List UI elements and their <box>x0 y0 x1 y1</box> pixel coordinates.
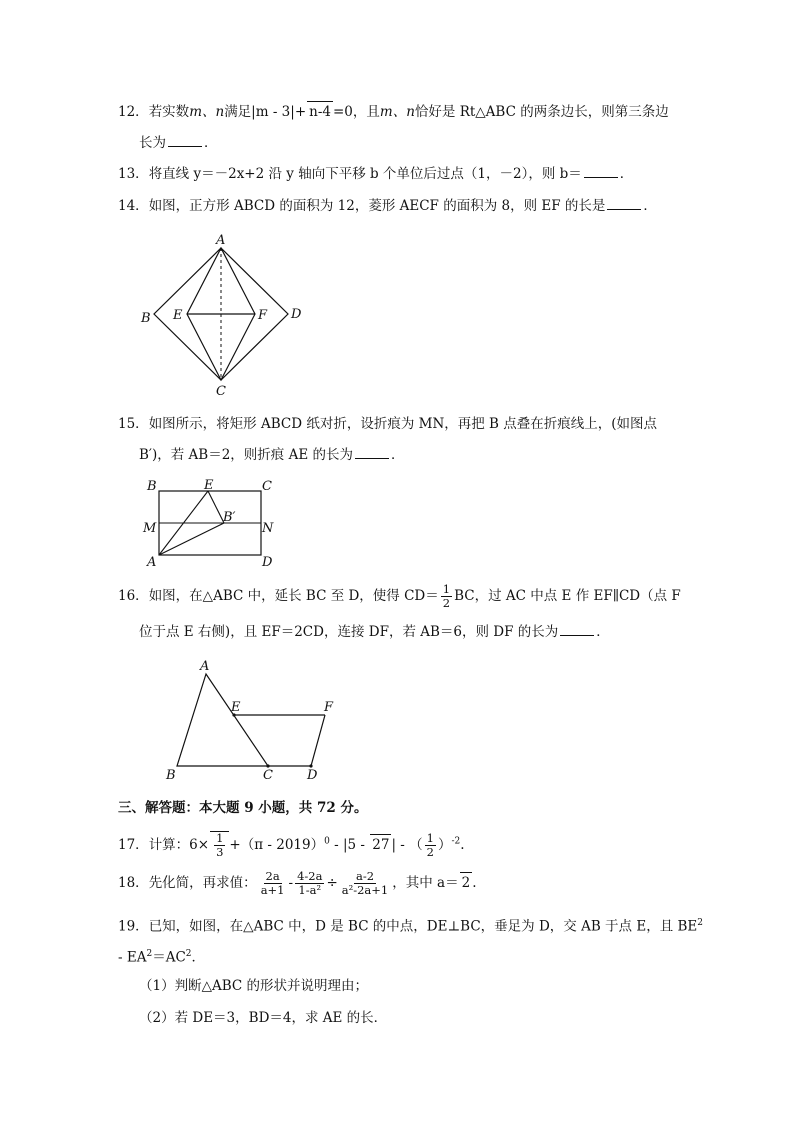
label-e: E <box>204 478 214 493</box>
fraction-1: $\frac{2a}{a+1}$ <box>260 869 285 897</box>
sqrt-27: 27 <box>370 834 391 855</box>
question-number: 12． <box>118 104 149 120</box>
segment-ab-prime <box>159 523 224 555</box>
question-19-part1: （1）判断△ABC 的形状并说明理由； <box>139 978 369 994</box>
question-number: 16． <box>118 588 149 604</box>
question-18: 18．先化简，再求值： $\frac{2a}{a+1}$ - $\frac{4-2a}{\text{1-a²}}$ ÷ $\frac{a-2}{\text{a²-2a+1}}$ ，其中 a＝ 2 . <box>118 869 477 897</box>
label-b-prime: B′ <box>223 510 236 525</box>
question-12: 12．若实数m、n满足|m - 3|+ n-4 =0，且m、n恰好是 Rt△ABC 的两条边长，则第三条边 <box>118 101 669 122</box>
question-16: 16．如图，在△ABC 中，延长 BC 至 D，使得 CD＝ $\frac{1}{2}$ BC，过 AC 中点 E 作 EF∥CD（点 F <box>118 582 681 610</box>
label-d: D <box>307 768 318 783</box>
question-number: 14． <box>118 198 149 214</box>
answer-blank[interactable] <box>168 134 202 147</box>
question-15-line2: B′)，若 AB＝2，则折痕 AE 的长为 ． <box>139 447 405 463</box>
question-15: 15．如图所示，将矩形 ABCD 纸对折，设折痕为 MN，再把 B 点叠在折痕线上，(如图点 <box>118 416 658 432</box>
label-f: F <box>324 700 334 715</box>
label-m: M <box>143 521 157 536</box>
question-12-line2: 长为 ． <box>139 135 218 151</box>
label-a: A <box>200 659 210 674</box>
question-number: 19． <box>118 918 149 935</box>
segment-df <box>311 715 325 766</box>
label-b: B <box>166 768 176 783</box>
sqrt-expression: n-4 <box>307 101 333 122</box>
label-e: E <box>173 308 183 323</box>
question-19-line2: - $EA^2=AC^2$． <box>118 949 206 966</box>
fraction-3: $\frac{a-2}{\text{a²-2a+1}}$ <box>341 869 389 897</box>
fraction-one-half: $\frac{1}{2}$ <box>426 831 434 859</box>
answer-blank[interactable] <box>560 623 594 636</box>
segment-eb-prime <box>208 491 224 523</box>
section-heading: 三、解答题：本大题 9 小题，共 72 分。 <box>118 800 368 816</box>
fraction-2: $\frac{4-2a}{\text{1-a²}}$ <box>297 869 323 897</box>
label-c: C <box>262 479 272 494</box>
label-b: B <box>141 311 151 326</box>
question-number: 18． <box>118 875 149 891</box>
label-d: D <box>291 307 302 322</box>
label-b: B <box>147 479 157 494</box>
question-16-line2: 位于点 E 右侧)，且 EF＝2CD，连接 DF，若 AB＝6，则 DF 的长为 ． <box>139 624 610 640</box>
answer-blank[interactable] <box>607 197 641 210</box>
answer-blank[interactable] <box>584 165 618 178</box>
figure-triangle-parallelogram <box>158 655 348 785</box>
label-c: C <box>263 768 273 783</box>
figure-folded-rectangle <box>138 476 288 568</box>
question-17: 17．计算：6× $\frac{1}{3}$ +（π - 2019）$^0$ - |5 - 27 | - （ $\frac{1}{2}$ ）$^{-2}$. <box>118 831 465 859</box>
question-14: 14．如图，正方形 ABCD 的面积为 12，菱形 AECF 的面积为 8，则 EF 的长是 ． <box>118 198 657 214</box>
question-number: 17． <box>118 837 149 853</box>
sqrt-2: 2 <box>460 872 473 893</box>
label-e: E <box>231 700 241 715</box>
answer-blank[interactable] <box>355 446 389 459</box>
label-f: F <box>258 308 268 323</box>
label-a: A <box>147 555 157 568</box>
question-19: 19．已知，如图，在△ABC 中，D 是 BC 的中点，DE⊥BC，垂足为 D，交 AB 于点 E，且 $BE^2$ <box>118 918 703 935</box>
question-number: 15． <box>118 416 149 432</box>
figure-square-rhombus <box>135 230 315 398</box>
fraction-one-half: $\frac{1}{2}$ <box>442 582 451 610</box>
sqrt-fraction: $\frac{1}{3}$ <box>210 831 229 859</box>
label-a: A <box>216 233 226 248</box>
question-number: 13． <box>118 166 149 182</box>
question-19-part2: （2）若 DE＝3，BD＝4，求 AE 的长． <box>139 1010 388 1026</box>
triangle-abc <box>177 674 268 766</box>
question-13: 13．将直线 y＝－2x+2 沿 y 轴向下平移 b 个单位后过点（1，－2），则 b＝ ． <box>118 166 634 182</box>
label-n: N <box>262 521 274 536</box>
label-c: C <box>216 384 226 398</box>
label-d: D <box>262 555 273 568</box>
